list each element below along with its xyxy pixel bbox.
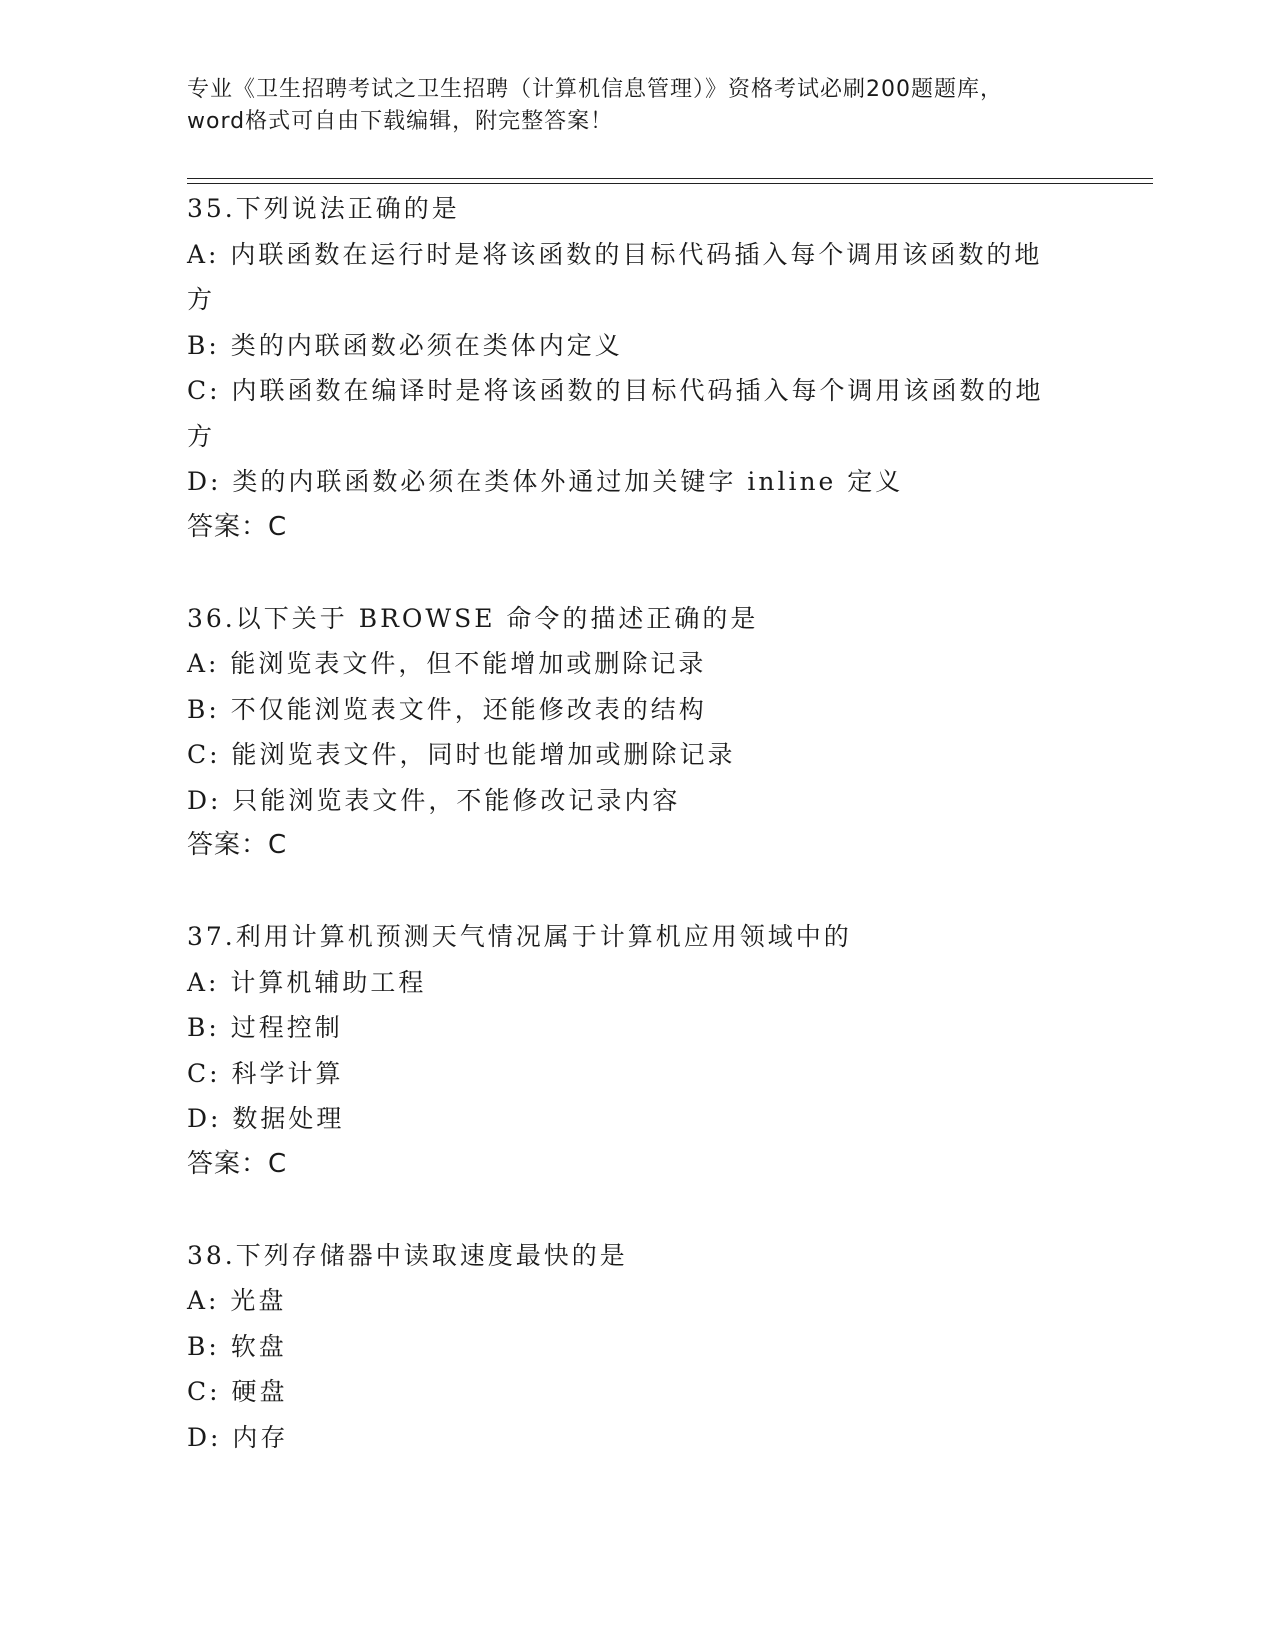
option-b: B: 类的内联函数必须在类体内定义 <box>187 330 623 360</box>
option-d: D: 类的内联函数必须在类体外通过加关键字 inline 定义 <box>187 467 904 496</box>
header-title-line-2: word格式可自由下载编辑，附完整答案！ <box>187 109 614 134</box>
option-a: A: 光盘 <box>187 1286 287 1315</box>
answer-line: 答案：C <box>187 830 288 860</box>
header-divider-bottom <box>187 183 1153 184</box>
option-c: C: 科学计算 <box>187 1058 344 1088</box>
question-stem: 37.利用计算机预测天气情况属于计算机应用领域中的 <box>187 922 852 951</box>
option-c: C: 能浏览表文件，同时也能增加或删除记录 <box>187 740 736 769</box>
option-d: D: 内存 <box>187 1422 289 1452</box>
option-b: B: 软盘 <box>187 1331 287 1361</box>
option-a: A: 内联函数在运行时是将该函数的目标代码插入每个调用该函数的地方 <box>187 239 1043 314</box>
option-b: B: 不仅能浏览表文件，还能修改表的结构 <box>187 694 707 724</box>
question-35 <box>187 186 1087 550</box>
header-divider-top <box>187 178 1153 179</box>
option-a: A: 计算机辅助工程 <box>187 967 427 997</box>
question-38 <box>187 1233 1087 1461</box>
option-d: D: 只能浏览表文件，不能修改记录内容 <box>187 785 681 815</box>
question-stem: 38.下列存储器中读取速度最快的是 <box>187 1240 628 1270</box>
header-title-line-1: 专业《卫生招聘考试之卫生招聘（计算机信息管理）》资格考试必刷200题题库， <box>187 77 1003 102</box>
option-c: C: 硬盘 <box>187 1377 288 1406</box>
question-stem: 35.下列说法正确的是 <box>187 194 460 223</box>
option-b: B: 过程控制 <box>187 1013 343 1042</box>
question-37 <box>187 914 1087 1187</box>
option-a: A: 能浏览表文件，但不能增加或删除记录 <box>187 649 707 678</box>
option-c: C: 内联函数在编译时是将该函数的目标代码插入每个调用该函数的地方 <box>187 376 1044 451</box>
answer-line: 答案：C <box>187 1148 288 1179</box>
question-36 <box>187 596 1087 869</box>
option-d: D: 数据处理 <box>187 1104 345 1133</box>
question-stem: 36.以下关于 BROWSE 命令的描述正确的是 <box>187 603 759 633</box>
question-list <box>187 186 1087 1506</box>
document-header <box>187 74 1087 138</box>
answer-line: 答案：C <box>187 511 288 542</box>
